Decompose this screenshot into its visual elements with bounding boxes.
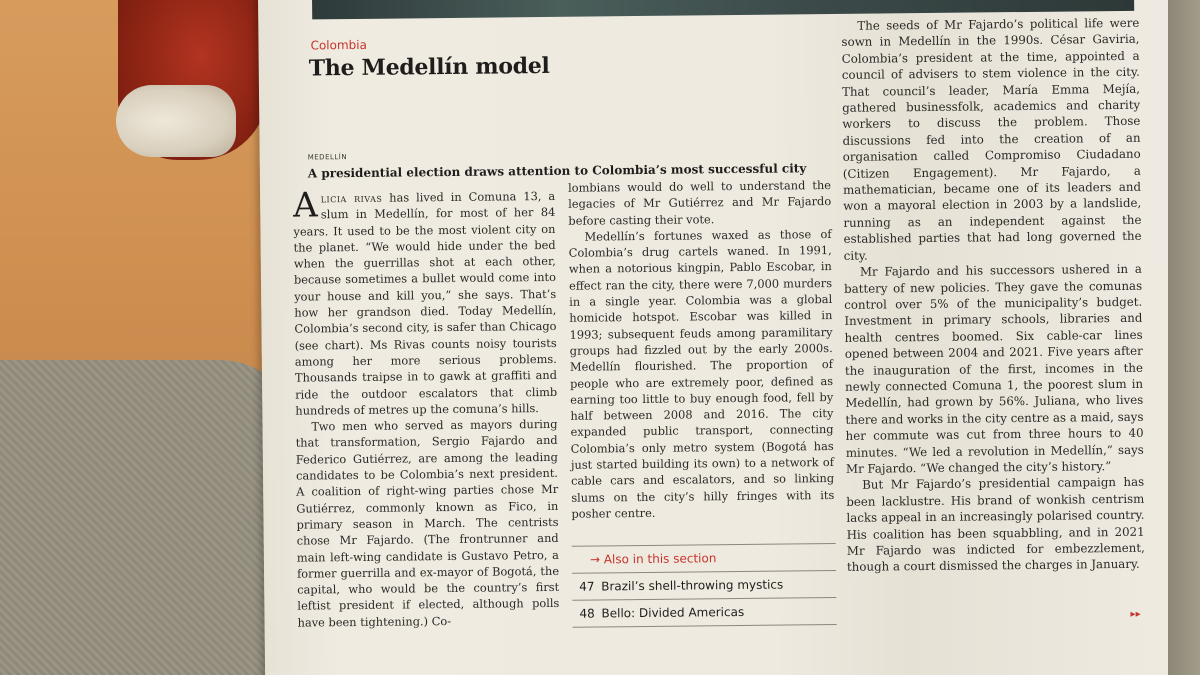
- article-column-2: [568, 177, 835, 522]
- lead-smallcaps: licia rivas: [320, 190, 383, 206]
- article-rubric: A presidential election draws attention to Colombia’s most successful city: [307, 161, 807, 181]
- paragraph: Mr Fajardo and his successors ushered in a battery of new policies. They gave the comunas control over 5% of the municipality’s budget. Investment in primary schools, libraries and health centres boomed. Six cable-car lines opened between 2004 and 2021. Five years after the inauguration of the first, incomes in the newly connected Comuna 1, the poorest slum in Medellín, had grown by 56%. Juliana, who lives there and works in the city centre as a maid, says her commute was cut from three hours to 40 minutes. “We led a revolution in Medellín,” says Mr Fajardo. “We changed the city’s history.”: [844, 261, 1144, 476]
- also-in-section-heading: → Also in this section: [572, 544, 836, 574]
- couch-fabric-background: [0, 360, 300, 675]
- article-headline: The Medellín model: [308, 52, 550, 82]
- page-number: 47: [579, 579, 595, 594]
- related-article-title: Bello: Divided Americas: [601, 604, 745, 621]
- dateline: MEDELLÍN: [307, 153, 348, 162]
- article-column-1: [292, 185, 560, 631]
- paragraph-text: has lived in Comuna 13, a slum in Medellín, for most of her 84 years. It used to be the most violent city on the planet. “We would hide under the bed when the guerrillas shot at each other, because sometimes a bullet would come into your house and kill you,” she says. That’s how her grandson died. Today Medellín, Colombia’s second city, is safer than Chicago (see chart). Ms Rivas counts noisy tourists among her more serious problems. Thousands traipse in to gawk at graffiti and ride the outdoor escalators that climb hundreds of metres up the comuna’s hills.: [293, 188, 558, 418]
- drop-cap: A: [292, 185, 318, 226]
- page-number: 48: [579, 606, 595, 621]
- paragraph: Two men who served as mayors during that transformation, Sergio Fajardo and Federico Gutiérrez, are among the leading candidates to be Colombia’s next president. A coalition of right-wing parties chose Mr Gutiérrez, commonly known as Fico, in primary season in March. The centrists chose Mr Fajardo. (The frontrunner and main left-wing candidate is Gustavo Petro, a former guerrilla and ex-mayor of Bogotá, the capital, who would be the country’s first leftist president if elected, although polls have been tightening.) Co-: [295, 417, 560, 630]
- related-article-link[interactable]: [572, 571, 836, 601]
- also-in-section-box: [572, 543, 837, 628]
- section-label: Colombia: [310, 37, 367, 53]
- paragraph: [292, 185, 558, 419]
- plush-toy-foot: [116, 85, 236, 157]
- paragraph: But Mr Fajardo’s presidential campaign has been lacklustre. His brand of wonkish centrism lacks appeal in an increasingly polarised country. His coalition has been squabbling, and in 2021 Mr Fajardo was indicted for embezzlement, though a court dismissed the charges in January.: [846, 475, 1145, 575]
- background-edge: [1168, 0, 1200, 675]
- magazine-page: [258, 0, 1185, 675]
- paragraph: lombians would do well to understand the legacies of Mr Gutiérrez and Mr Fajardo before casting their vote.: [567, 178, 832, 228]
- paragraph: The seeds of Mr Fajardo’s political life were sown in Medellín in the 1990s. César Gaviria, Colombia’s president at the time, appointed a council of advisers to stem violence in the city. That council’s leader, María Emma Mejía, gathered businessfolk, academics and charity workers to discuss the problem. Those discussions fed into the creation of an organisation called Compromiso Ciudadano (Citizen Engagement). Mr Fajardo, a mathematician, became one of its leaders and won a mayoral election in 2003 by a landslide, running as an independent against the established parties that had long governed the city.: [841, 15, 1142, 263]
- continue-arrow-icon: ▸▸: [1130, 608, 1141, 620]
- article-column-3: [841, 15, 1145, 576]
- paragraph: Medellín’s fortunes waxed as those of Colombia’s drug cartels waned. In 1991, when a notorious kingpin, Pablo Escobar, in effect ran the city, there were 7,000 murders in a single year. Colombia was a global homicide hotspot. Escobar was killed in 1993; subsequent feuds among paramilitary groups had fizzled out by the early 2000s. Medellín flourished. The proportion of people who are extremely poor, defined as earning too little to buy enough food, fell by half between 2008 and 2016. The city expanded public transport, connecting Colombia’s only metro system (Bogotá has just started building its own) to a network of cable cars and escalators, and so linking slums on the city’s hilly fringes with its posher centre.: [568, 226, 835, 521]
- related-article-title: Brazil’s shell-throwing mystics: [601, 577, 784, 594]
- related-article-link[interactable]: [572, 598, 836, 628]
